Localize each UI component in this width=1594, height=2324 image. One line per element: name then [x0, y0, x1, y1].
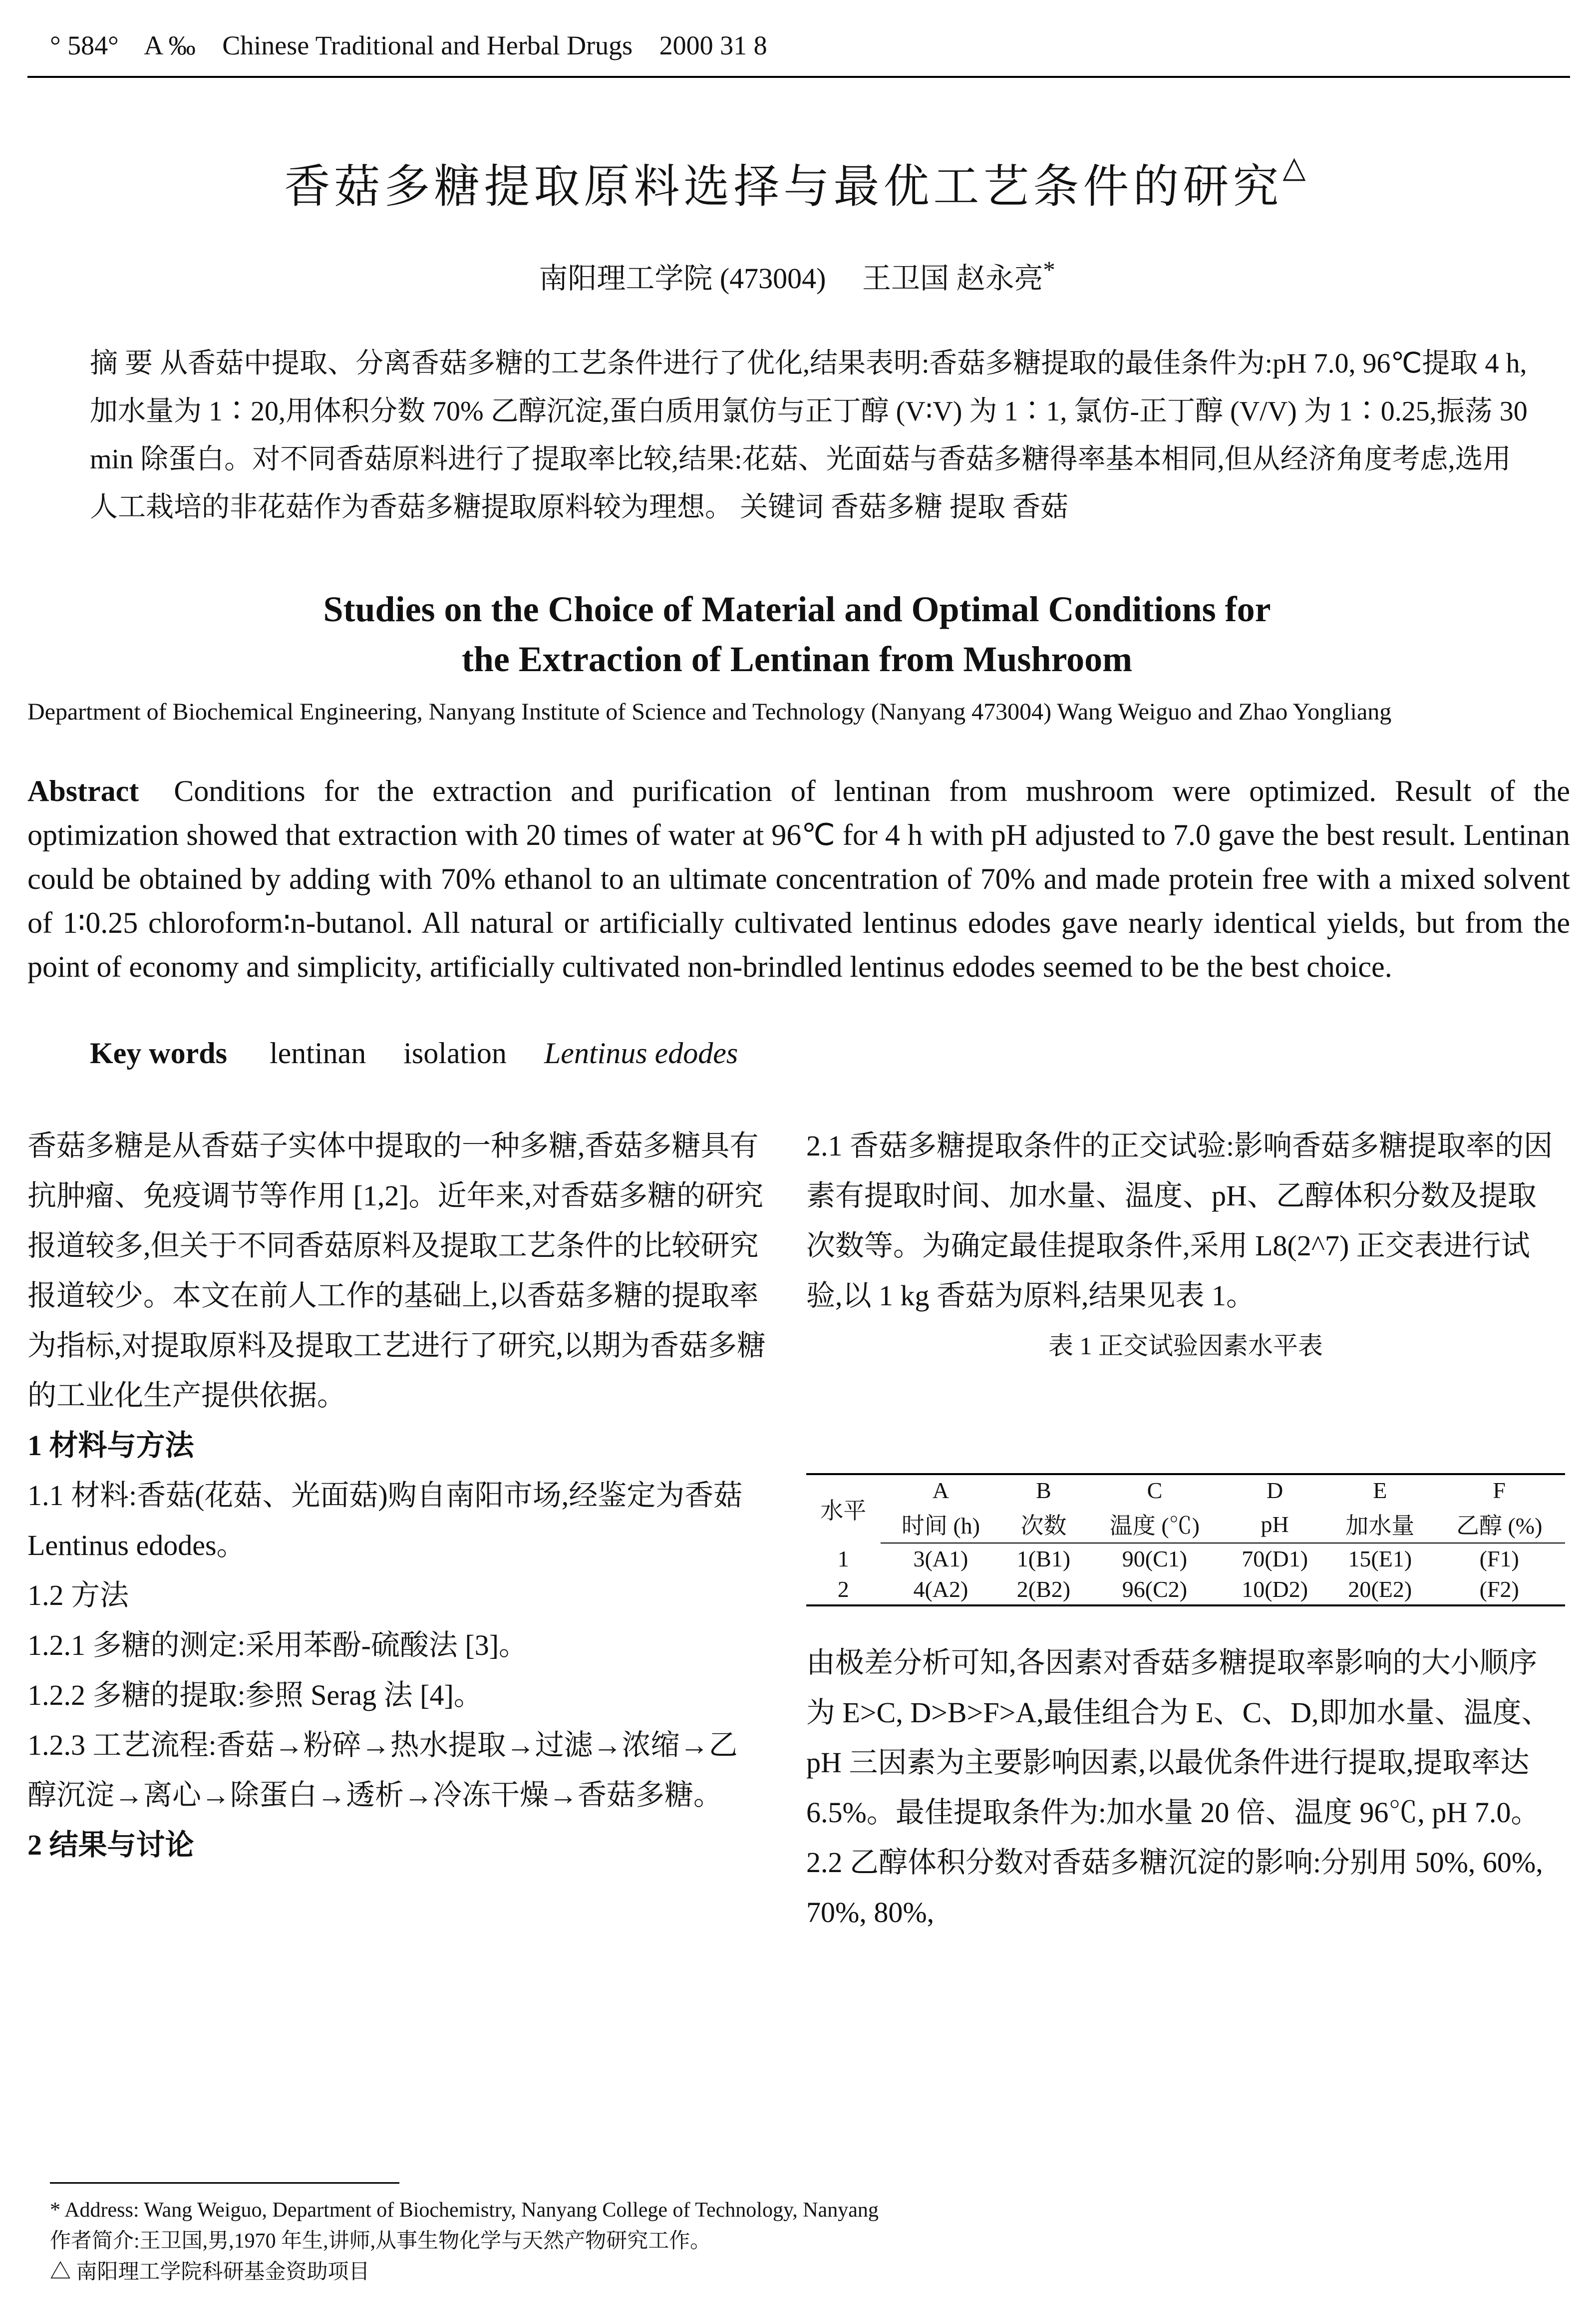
table-cell: 2: [806, 1574, 881, 1605]
method-3: 1.2.3 工艺流程:香菇→粉碎→热水提取→过滤→浓缩→乙醇沉淀→离心→除蛋白→透析→冷冻干燥→香菇多糖。: [27, 1729, 738, 1811]
affiliation-cn: 南阳理工学院 (473004): [539, 262, 826, 295]
footnotes: [50, 2195, 1548, 2288]
title-cn: [0, 150, 1594, 216]
issue-info: 2000 31 8: [659, 30, 767, 60]
journal-en: Chinese Traditional and Herbal Drugs: [222, 30, 633, 60]
english-abstract: [27, 769, 1570, 989]
section-2-heading: 2 结果与讨论: [27, 1829, 194, 1861]
footnote-author-bio: 作者简介:王卫国,男,1970 年生,讲师,从事生物化学与天然产物研究工作。: [50, 2230, 711, 2253]
page-number: ° 584°: [50, 30, 119, 60]
english-title: [0, 584, 1594, 684]
table-cell: 96(C2): [1086, 1574, 1224, 1605]
abstract-text: Conditions for the extraction and purification of lentinan from mushroom were optimized. Result of the optimization showed that extraction with 20 times of water at 96℃ for 4 h with pH adjusted to 7.0 gave the best result. Lentinan could be obtained by adding with 70% ethanol to an ultimate concentration of 70% and made protein free with a mixed solvent of 1∶0.25 chloroform∶n-butanol. All natural or artificially cultivated lentinus edodes gave nearly identical yields, but from the point of economy and simplicity, artificially cultivated non-brindled lentinus edodes seemed to be the best choice.: [27, 775, 1570, 983]
table-header-B: B: [1001, 1474, 1086, 1506]
table-cell: 10(D2): [1223, 1574, 1326, 1605]
english-title-line1: Studies on the Choice of Material and Optimal Conditions for: [323, 589, 1271, 629]
author-names: 王卫国 赵永亮: [862, 262, 1043, 295]
table-row: [806, 1574, 1565, 1605]
table-sub-C: 温度 (℃): [1086, 1506, 1224, 1543]
journal-cn: A ‰: [144, 30, 196, 60]
author-mark: *: [1043, 257, 1055, 284]
table-sub-F: 乙醇 (%): [1433, 1506, 1565, 1543]
table-caption: 表 1 正交试验因素水平表: [1048, 1332, 1323, 1360]
keyword-1: lentinan: [269, 1037, 366, 1070]
table-cell: (F2): [1433, 1574, 1565, 1605]
table-header-C: C: [1086, 1474, 1224, 1506]
table-cell: 70(D1): [1242, 1546, 1308, 1571]
english-title-line2: the Extraction of Lentinan from Mushroom: [461, 639, 1133, 679]
methods-heading: 1.2 方法: [27, 1579, 129, 1611]
table-sub-B: 次数: [1001, 1506, 1086, 1543]
keywords: [90, 1036, 1538, 1071]
table-cell: (F1): [1479, 1546, 1519, 1571]
title-cn-text: 香菇多糖提取原料选择与最优工艺条件的研究: [284, 161, 1283, 212]
abstract-label: Abstract: [27, 775, 139, 807]
table-cell: 20(E2): [1326, 1574, 1433, 1605]
keyword-2: isolation: [403, 1037, 507, 1070]
footnote-funding: △ 南阳理工学院科研基金资助项目: [50, 2261, 370, 2284]
table-cell: 90(C1): [1122, 1546, 1188, 1571]
table-cell: 15(E1): [1348, 1546, 1412, 1571]
authors: [0, 255, 1594, 297]
table-cell: 2(B2): [1001, 1574, 1086, 1605]
table-sub-A: 时间 (h): [881, 1506, 1001, 1543]
table-cell: 3(A1): [913, 1546, 968, 1571]
table-cell: 1(B1): [1016, 1546, 1071, 1571]
section-1-heading: 1 材料与方法: [27, 1429, 194, 1462]
orthogonal-paragraph: 2.1 香菇多糖提取条件的正交试验:影响香菇多糖提取率的因素有提取时间、加水量、温度、pH、乙醇体积分数及提取次数等。为确定最佳提取条件,采用 L8(2^7) 正交表进行试验,以 1 kg 香菇为原料,结果见表 1。: [806, 1130, 1553, 1312]
table-row: [806, 1543, 1565, 1574]
table-header-level: 水平: [806, 1474, 881, 1543]
table-header-F: F: [1433, 1474, 1565, 1506]
method-1: 1.2.1 多糖的测定:采用苯酚-硫酸法 [3]。: [27, 1629, 528, 1661]
method-2: 1.2.2 多糖的提取:参照 Serag 法 [4]。: [27, 1679, 483, 1711]
table-header-D: D: [1223, 1474, 1326, 1506]
english-affiliation: Department of Biochemical Engineering, Nanyang Institute of Science and Technology (Nanyang 473004) Wang Weiguo and Zhao Yongliang: [27, 699, 1392, 725]
footnote-rule: [50, 2182, 399, 2184]
table-cell: 4(A2): [881, 1574, 1001, 1605]
ethanol-paragraph: 2.2 乙醇体积分数对香菇多糖沉淀的影响:分别用 50%, 60%, 70%, 80%,: [806, 1846, 1543, 1929]
intro-paragraph: 香菇多糖是从香菇子实体中提取的一种多糖,香菇多糖具有抗肿瘤、免疫调节等作用 [1,2]。近年来,对香菇多糖的研究报道较多,但关于不同香菇原料及提取工艺条件的比较研究报道较少。本文在前人工作的基础上,以香菇多糖的提取率为指标,对提取原料及提取工艺进行了研究,以期为香菇多糖的工业化生产提供依据。: [27, 1130, 766, 1412]
keyword-3: Lentinus edodes: [544, 1037, 738, 1070]
materials-paragraph: 1.1 材料:香菇(花菇、光面菇)购自南阳市场,经鉴定为香菇 Lentinus edodes。: [27, 1479, 743, 1561]
footnote-address: * Address: Wang Weiguo, Department of Biochemistry, Nanyang College of Technology, Nanyang: [50, 2199, 879, 2222]
abstract-cn: 摘 要 从香菇中提取、分离香菇多糖的工艺条件进行了优化,结果表明:香菇多糖提取的最佳条件为:pH 7.0, 96℃提取 4 h, 加水量为 1∶20,用体积分数 70% 乙醇沉淀,蛋白质用氯仿与正丁醇 (V∶V) 为 1∶1, 氯仿-正丁醇 (V/V) 为 1∶0.25,振荡 30 min 除蛋白。对不同香菇原料进行了提取率比较,结果:花菇、光面菇与香菇多糖得率基本相同,但从经济角度考虑,选用人工栽培的非花菇作为香菇多糖提取原料较为理想。 关键词 香菇多糖 提取 香菇: [90, 348, 1528, 523]
table-sub-D: pH: [1223, 1506, 1326, 1543]
left-column: [27, 1121, 766, 1870]
keywords-label: Key words: [90, 1037, 227, 1070]
table-sub-E: 加水量: [1326, 1506, 1433, 1543]
table-header-E: E: [1326, 1474, 1433, 1506]
table-1: [806, 1473, 1565, 1606]
table-header-A: A: [881, 1474, 1001, 1506]
title-mark: △: [1282, 151, 1310, 184]
running-header: [50, 30, 1548, 61]
table-cell: 1: [837, 1546, 849, 1571]
result-paragraph: 由极差分析可知,各因素对香菇多糖提取率影响的大小顺序为 E>C, D>B>F>A,最佳组合为 E、C、D,即加水量、温度、pH 三因素为主要影响因素,以最优条件进行提取,提取率达 6.5%。最佳提取条件为:加水量 20 倍、温度 96℃, pH 7.0。: [806, 1646, 1551, 1829]
right-column-continued: [806, 1638, 1565, 1937]
header-rule: [27, 76, 1570, 78]
right-column: [806, 1121, 1565, 1371]
